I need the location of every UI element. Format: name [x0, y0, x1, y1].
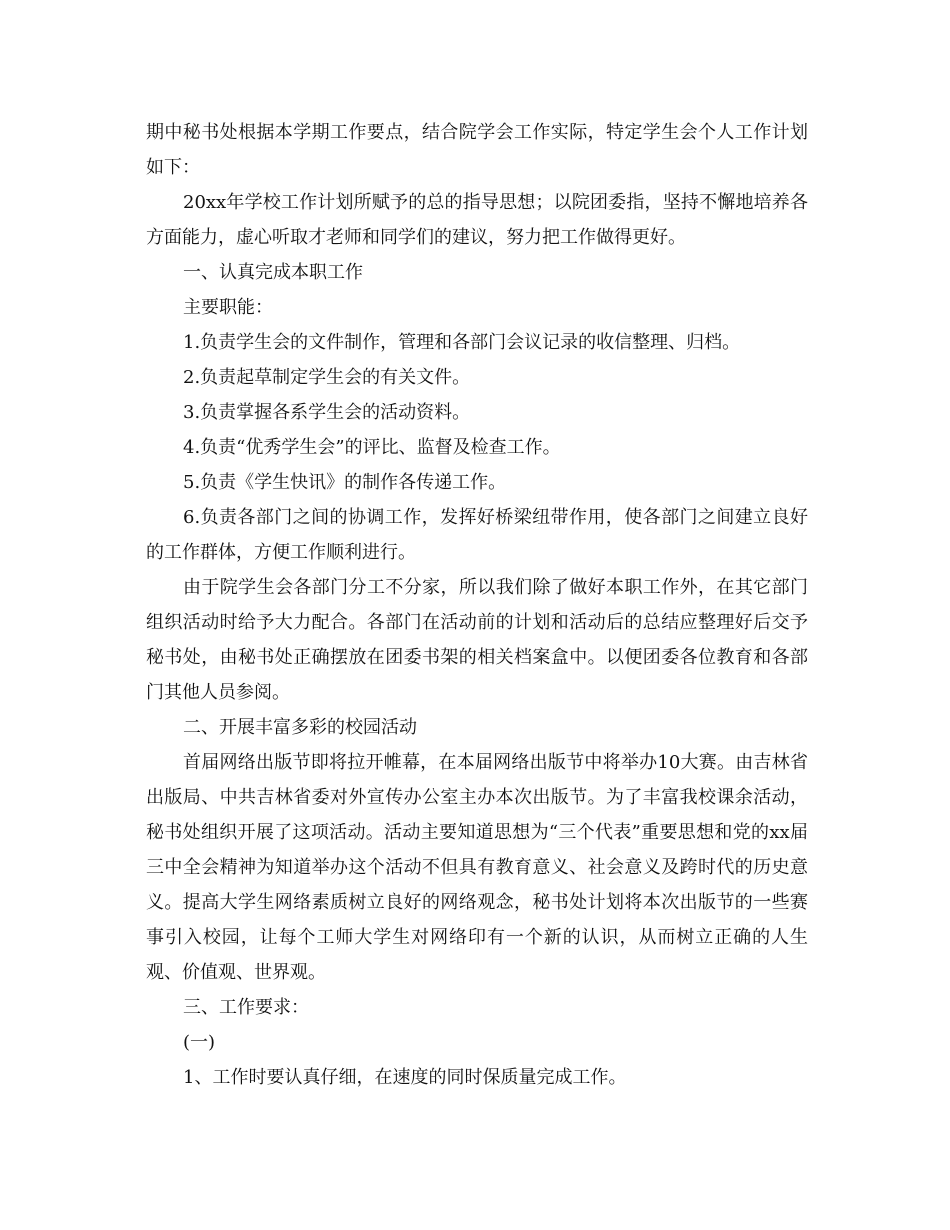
list-item-duty-2: 2.负责起草制定学生会的有关文件。 [183, 367, 471, 388]
subheading-main-duties: 主要职能： [183, 297, 273, 318]
paragraph-intro: 期中秘书处根据本学期工作要点，结合院学会工作实际，特定学生会个人工作计划如下： [146, 122, 808, 178]
list-item-duty-4: 4.负责“优秀学生会”的评比、监督及检查工作。 [183, 437, 561, 458]
list-item-requirement-1: 1、工作时要认真仔细，在速度的同时保质量完成工作。 [183, 1067, 627, 1088]
document-body [146, 115, 808, 1095]
section-heading-2: 二、开展丰富多彩的校园活动 [183, 717, 417, 738]
section-heading-3: 三、工作要求： [183, 997, 309, 1018]
subheading-part-1: (一) [183, 1032, 216, 1053]
paragraph-cooperation: 由于院学生会各部门分工不分家，所以我们除了做好本职工作外，在其它部门组织活动时给予大力配合。各部门在活动前的计划和活动后的总结应整理好后交予秘书处，由秘书处正确摆放在团委书架的相关档案盒中。以便团委各位教育和各部门其他人员参阅。 [146, 577, 808, 703]
section-heading-1: 一、认真完成本职工作 [183, 262, 363, 283]
list-item-duty-6: 6.负责各部门之间的协调工作，发挥好桥梁纽带作用，使各部门之间建立良好的工作群体，方便工作顺利进行。 [146, 507, 808, 563]
paragraph-guiding-thought: 20xx年学校工作计划所赋予的总的指导思想；以院团委指，坚持不懈地培养各方面能力，虚心听取才老师和同学们的建议，努力把工作做得更好。 [146, 192, 808, 248]
paragraph-publishing-festival: 首届网络出版节即将拉开帷幕，在本届网络出版节中将举办10大赛。由吉林省出版局、中共吉林省委对外宣传办公室主办本次出版节。为了丰富我校课余活动，秘书处组织开展了这项活动。活动主要知道思想为“三个代表”重要思想和党的xx届三中全会精神为知道举办这个活动不但具有教育意义、社会意义及跨时代的历史意义。提高大学生网络素质树立良好的网络观念，秘书处计划将本次出版节的一些赛事引入校园，让每个工师大学生对网络印有一个新的认识，从而树立正确的人生观、价值观、世界观。 [146, 752, 808, 983]
list-item-duty-5: 5.负责《学生快讯》的制作各传递工作。 [183, 472, 507, 493]
list-item-duty-1: 1.负责学生会的文件制作，管理和各部门会议记录的收信整理、归档。 [183, 332, 741, 353]
list-item-duty-3: 3.负责掌握各系学生会的活动资料。 [183, 402, 471, 423]
